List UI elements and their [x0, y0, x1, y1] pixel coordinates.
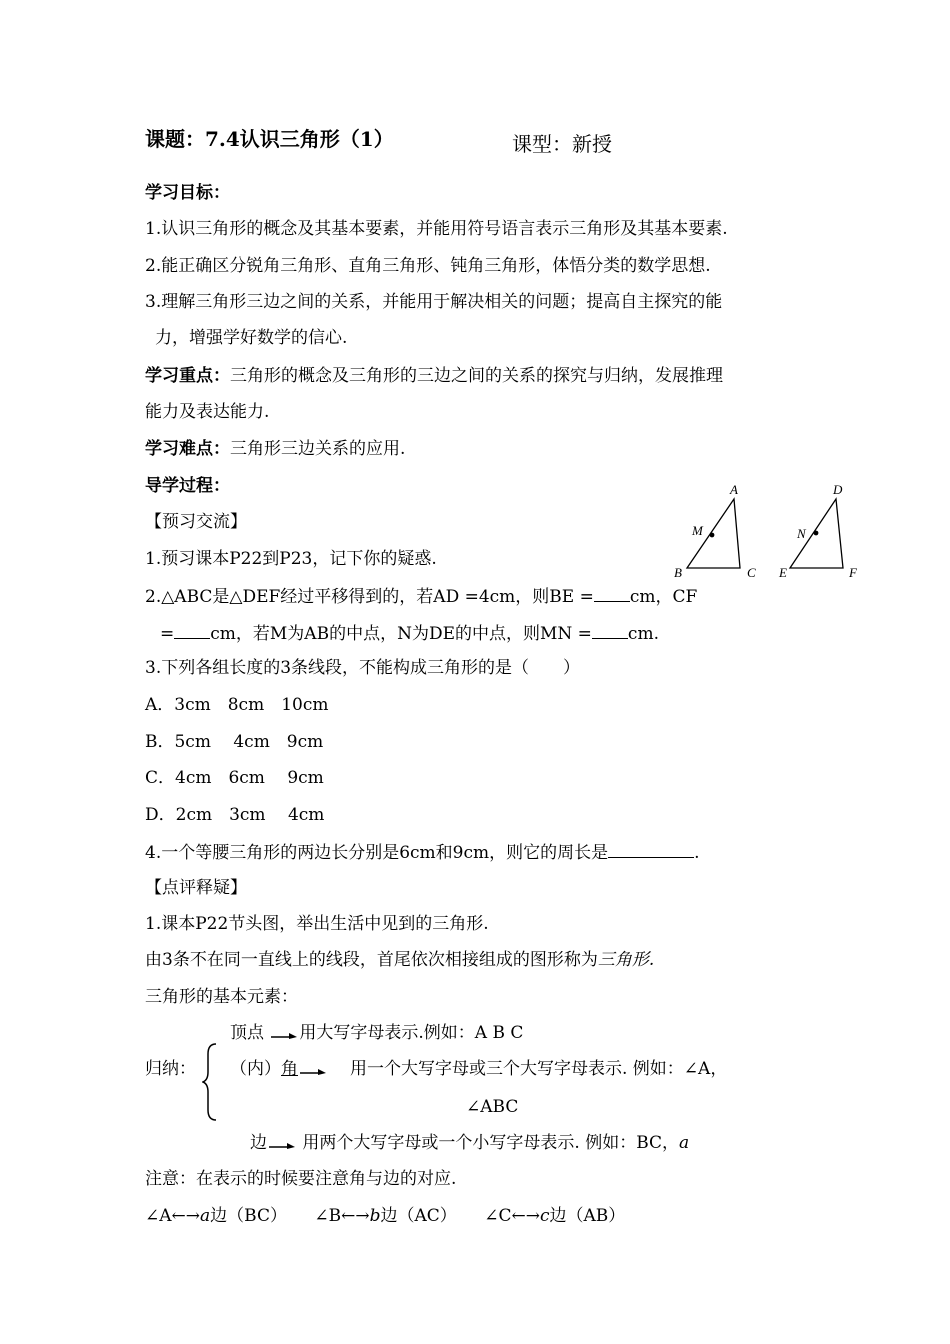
vertex-row	[230, 1022, 523, 1044]
review-p3: 三角形的基本元素：	[145, 987, 298, 1007]
blank-be[interactable]	[594, 584, 630, 602]
label-d: D	[833, 482, 843, 497]
arrow-icon	[269, 1139, 295, 1149]
label-c: C	[747, 565, 756, 580]
option-b: B．5cm 4cm 9cm	[145, 732, 324, 752]
section-review: 【点评释疑】	[145, 878, 247, 898]
lesson-type: 课型：新授	[512, 132, 612, 156]
key-point-text: 三角形的概念及三角形的三边之间的关系的探究与归纳，发展推理	[230, 366, 723, 386]
side-var: a	[679, 1133, 690, 1153]
corr-a: ∠A←→a边（BC）	[145, 1206, 287, 1226]
point-n	[814, 531, 819, 536]
option-d: D．2cm 3cm 4cm	[145, 805, 325, 825]
blank-mn[interactable]	[592, 621, 628, 639]
label-a: A	[730, 482, 738, 497]
q2-text-d: cm，若M为AB的中点，N为DE的中点，则MN =	[210, 624, 592, 644]
point-m	[710, 533, 715, 538]
side-label: 边	[250, 1133, 267, 1153]
question-1: 1.预习课本P22到P23，记下你的疑惑.	[145, 549, 437, 569]
lesson-title: 课题：7.4认识三角形（1）	[145, 127, 394, 151]
label-n: N	[797, 526, 806, 541]
angle-row	[230, 1058, 727, 1080]
note: 注意：在表示的时候要注意角与边的对应.	[145, 1169, 457, 1189]
label-b: B	[674, 565, 682, 580]
question-3: 3.下列各组长度的3条线段，不能构成三角形的是（ ）	[145, 658, 581, 678]
angle-text-cont: ∠ABC	[466, 1097, 519, 1117]
side-text: 用两个大写字母或一个小写字母表示. 例如：BC，	[302, 1133, 680, 1153]
angle-text: 用一个大写字母或三个大写字母表示. 例如：∠A，	[350, 1059, 728, 1079]
label-m: M	[692, 523, 703, 538]
difficulty	[145, 438, 405, 460]
question-4	[145, 840, 700, 864]
left-brace-icon	[202, 1042, 218, 1122]
option-a: A．3cm 8cm 10cm	[145, 695, 329, 715]
label-f: F	[849, 565, 857, 580]
key-point-label: 学习重点：	[145, 366, 230, 386]
angle-label: 角	[281, 1059, 298, 1079]
review-p2	[145, 949, 654, 971]
corr-b: ∠B←→b边（AC）	[314, 1206, 457, 1226]
option-c: C．4cm 6cm 9cm	[145, 768, 324, 788]
vertex-label: 顶点	[230, 1023, 264, 1043]
label-e: E	[779, 565, 787, 580]
correspondence-row	[145, 1205, 625, 1227]
goal-item-3-cont: 力，增强学好数学的信心.	[155, 328, 348, 348]
q2-text-c: =	[160, 624, 175, 644]
vertex-text: 用大写字母表示.例如：A B C	[299, 1023, 524, 1043]
q4-text: 4.一个等腰三角形的两边长分别是6cm和9cm，则它的周长是	[145, 843, 609, 863]
definition-term: 三角形.	[597, 950, 655, 970]
question-2	[145, 584, 697, 608]
q2-text-b: cm，CF	[629, 587, 698, 607]
blank-cf[interactable]	[174, 621, 210, 639]
question-2-cont	[160, 621, 659, 645]
definition-text: 由3条不在同一直线上的线段，首尾依次相接组成的图形称为	[145, 950, 598, 970]
arrow-icon	[300, 1065, 326, 1075]
side-row	[250, 1132, 689, 1154]
goal-item-1: 1.认识三角形的概念及其基本要素，并能用符号语言表示三角形及其基本要素.	[145, 219, 728, 239]
angle-prefix: （内）	[230, 1059, 281, 1079]
q2-text-a: 2.△ABC是△DEF经过平移得到的，若AD =4cm，则BE =	[145, 587, 594, 607]
arrow-icon	[271, 1029, 297, 1039]
difficulty-label: 学习难点：	[145, 439, 230, 459]
q4-end: .	[694, 843, 700, 863]
goal-item-3: 3.理解三角形三边之间的关系，并能用于解决相关的问题；提高自主探究的能	[145, 292, 723, 312]
induce-label: 归纳：	[145, 1059, 196, 1079]
blank-perimeter[interactable]	[608, 840, 694, 858]
key-point-cont: 能力及表达能力.	[145, 402, 270, 422]
triangles-figure	[668, 480, 868, 585]
section-preview: 【预习交流】	[145, 512, 247, 532]
goal-item-2: 2.能正确区分锐角三角形、直角三角形、钝角三角形，体悟分类的数学思想.	[145, 256, 711, 276]
difficulty-text: 三角形三边关系的应用.	[230, 439, 406, 459]
goals-heading: 学习目标：	[145, 183, 230, 203]
review-p1: 1.课本P22节头图，举出生活中见到的三角形.	[145, 914, 489, 934]
corr-c: ∠C←→c边（AB）	[484, 1206, 626, 1226]
key-point	[145, 365, 723, 387]
q2-text-e: cm.	[627, 624, 659, 644]
process-heading: 导学过程：	[145, 476, 230, 496]
